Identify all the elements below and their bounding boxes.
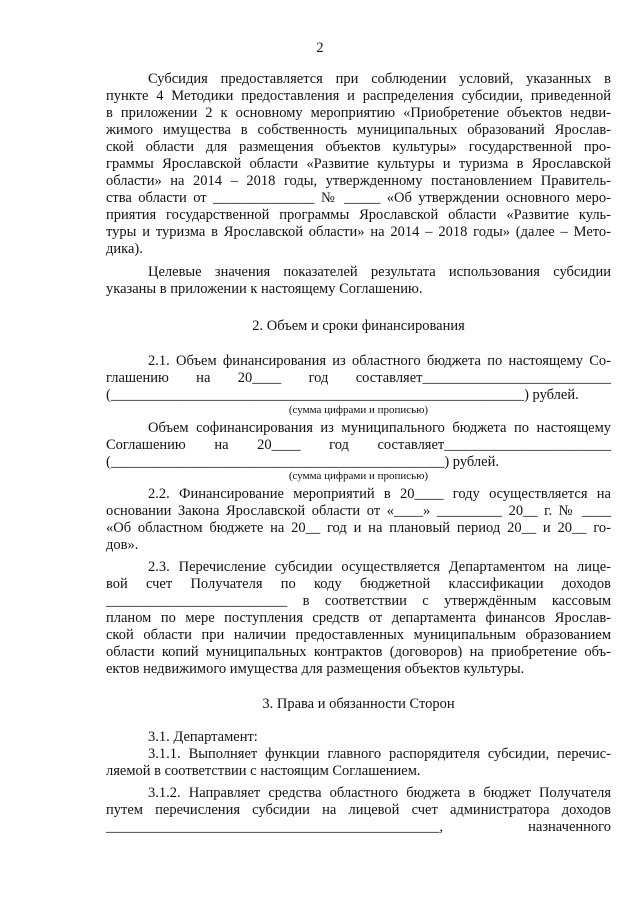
para1-line-3: в приложении 2 к основному мероприятию «Приобретение объектов недви-: [106, 105, 611, 121]
s22-line-2: основании Закона Ярославской области от «____» _________ 20__ г. № ____: [106, 503, 611, 519]
para1-line-11: дика).: [106, 241, 143, 257]
cofin-line-3: (______________________________________________) рублей.: [106, 454, 499, 470]
s22-line-1: 2.2. Финансирование мероприятий в 20____ году осуществляется на: [148, 486, 611, 502]
s23-line-6: области копий муниципальных контрактов (договоров) на приобретение объ-: [106, 644, 611, 660]
s312-line-1: 3.1.2. Направляет средства областного бюджета в бюджет Получателя: [148, 785, 611, 801]
section-heading-2: 2. Объем и сроки финансирования: [252, 318, 465, 334]
para1-line-4: жимого имущества в собственность муниципальных образований Ярослав-: [106, 122, 611, 138]
s21-line-2: глашению на 20____ год составляет__________________________: [106, 370, 611, 386]
para2-line-1: Целевые значения показателей результата использования субсидии: [148, 264, 611, 280]
sum-caption-2: (сумма цифрами и прописью): [288, 470, 429, 482]
page-number: 2: [316, 40, 324, 56]
s312-line-2: путем перечисления субсидии на лицевой счет администратора доходов: [106, 802, 611, 818]
s312-line-3: ______________________________________________, назначенного: [106, 819, 611, 835]
para2-line-2: указаны в приложении к настоящему Соглашению.: [106, 281, 423, 297]
s31-line: 3.1. Департамент:: [148, 729, 258, 745]
para1-line-7: области» на 2014 – 2018 годы, утвержденному постановлением Правитель-: [106, 173, 611, 189]
s23-line-2: вой счет Получателя по коду бюджетной классификации доходов: [106, 576, 611, 592]
para1-line-2: пункте 4 Методики предоставления и распределения субсидии, приведенной: [106, 88, 611, 104]
para1-line-6: граммы Ярославской области «Развитие культуры и туризма в Ярославской: [106, 156, 611, 172]
cofin-line-2: Соглашению на 20____ год составляет_______________________: [106, 437, 611, 453]
s23-line-4: планом по мере поступления средств от департамента финансов Ярослав-: [106, 610, 611, 626]
s22-line-4: дов».: [106, 537, 139, 553]
s23-line-5: ской области при наличии предоставленных муниципальным образованием: [106, 627, 611, 643]
s311-line-1: 3.1.1. Выполняет функции главного распорядителя субсидии, перечис-: [148, 746, 611, 762]
s22-line-3: «Об областном бюджете на 20__ год и на плановый период 20__ и 20__ го-: [106, 520, 611, 536]
para1-line-1: Субсидия предоставляется при соблюдении условий, указанных в: [148, 71, 611, 87]
s23-line-1: 2.3. Перечисление субсидии осуществляется Департаментом на лице-: [148, 559, 611, 575]
section-heading-3: 3. Права и обязанности Сторон: [262, 696, 455, 712]
s23-line-3: _________________________ в соответствии с утверждённым кассовым: [106, 593, 611, 609]
sum-caption-1: (сумма цифрами и прописью): [288, 404, 429, 416]
s21-line-3: (_________________________________________________________) рублей.: [106, 387, 579, 403]
para1-line-10: туры и туризма в Ярославской области» на 2014 – 2018 годы» (далее – Мето-: [106, 224, 611, 240]
cofin-line-1: Объем софинансирования из муниципального бюджета по настоящему: [148, 420, 611, 436]
s311-line-2: ляемой в соответствии с настоящим Соглашением.: [106, 763, 421, 779]
para1-line-8: ства области от ______________ № _____ «Об утверждении основного меро-: [106, 190, 611, 206]
s21-line-1: 2.1. Объем финансирования из областного бюджета по настоящему Со-: [148, 353, 611, 369]
para1-line-5: ской области для размещения объектов культуры» государственной про-: [106, 139, 611, 155]
s23-line-7: ектов недвижимого имущества для размещения объектов культуры.: [106, 661, 525, 677]
para1-line-9: приятия государственной программы Ярославской области «Развитие куль-: [106, 207, 611, 223]
